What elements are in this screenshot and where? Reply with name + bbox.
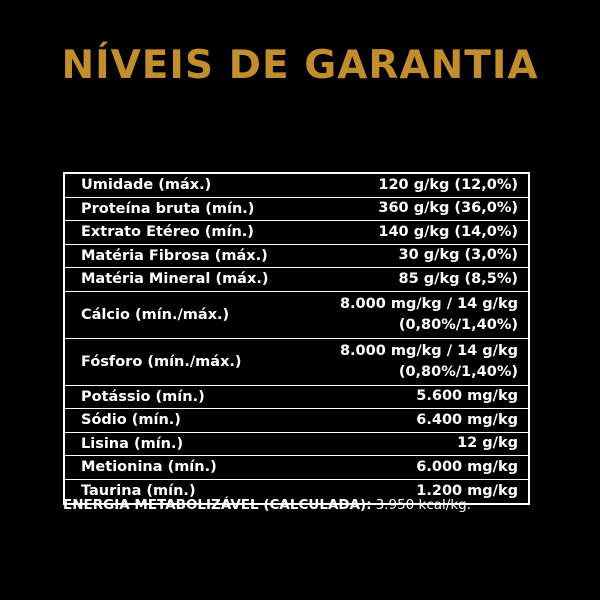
row-value: 140 g/kg (14,0%): [378, 223, 518, 240]
row-value: 5.600 mg/kg: [416, 388, 518, 405]
row-value: 85 g/kg (8,5%): [398, 270, 518, 287]
energy-value: 3.950 kcal/kg.: [375, 497, 472, 513]
table-row-proteina: [65, 198, 528, 222]
row-label: Sódio (mín.): [81, 412, 181, 429]
page-title: NÍVEIS DE GARANTIA: [61, 43, 539, 88]
row-label: Taurina (mín.): [81, 483, 196, 500]
table-row-materia-mineral: [65, 268, 528, 292]
table-row-extrato-etereo: [65, 221, 528, 245]
table-row-potassio: [65, 386, 528, 410]
row-value: 360 g/kg (36,0%): [378, 200, 518, 217]
energy-line: [63, 497, 471, 513]
table-row-lisina: [65, 433, 528, 457]
row-label: Matéria Mineral (máx.): [81, 271, 269, 288]
row-label: Metionina (mín.): [81, 459, 217, 476]
row-label: Umidade (máx.): [81, 177, 212, 194]
row-label: Extrato Etéreo (mín.): [81, 224, 254, 241]
row-label: Matéria Fibrosa (máx.): [81, 247, 268, 264]
row-value: 1.200 mg/kg: [416, 482, 518, 499]
row-value: 120 g/kg (12,0%): [378, 176, 518, 193]
row-value: [340, 294, 528, 336]
row-label: Potássio (mín.): [81, 388, 205, 405]
table-row-calcio: [65, 292, 528, 339]
table-row-materia-fibrosa: [65, 245, 528, 269]
row-label: Fósforo (mín./máx.): [81, 353, 242, 370]
row-label: Lisina (mín.): [81, 435, 184, 452]
guarantee-table: [63, 172, 530, 505]
table-row-fosforo: [65, 339, 528, 386]
table-row-umidade: [65, 174, 528, 198]
row-value-line1: 8.000 mg/kg / 14 g/kg: [339, 295, 518, 312]
energy-label: ENERGIA METABOLIZÁVEL (CALCULADA):: [63, 497, 372, 513]
table-row-metionina: [65, 456, 528, 480]
table-row-sodio: [65, 409, 528, 433]
row-value-line1: 8.000 mg/kg / 14 g/kg: [339, 342, 518, 359]
row-value-line2: (0,80%/1,40%): [398, 316, 518, 333]
row-value: 30 g/kg (3,0%): [398, 247, 518, 264]
row-value-line2: (0,80%/1,40%): [398, 363, 518, 380]
row-value: 6.400 mg/kg: [416, 411, 518, 428]
row-value: 12 g/kg: [457, 435, 518, 452]
row-value: [340, 341, 528, 383]
row-value: 6.000 mg/kg: [416, 458, 518, 475]
row-label: Proteína bruta (mín.): [81, 200, 255, 217]
row-label: Cálcio (mín./máx.): [81, 306, 230, 323]
